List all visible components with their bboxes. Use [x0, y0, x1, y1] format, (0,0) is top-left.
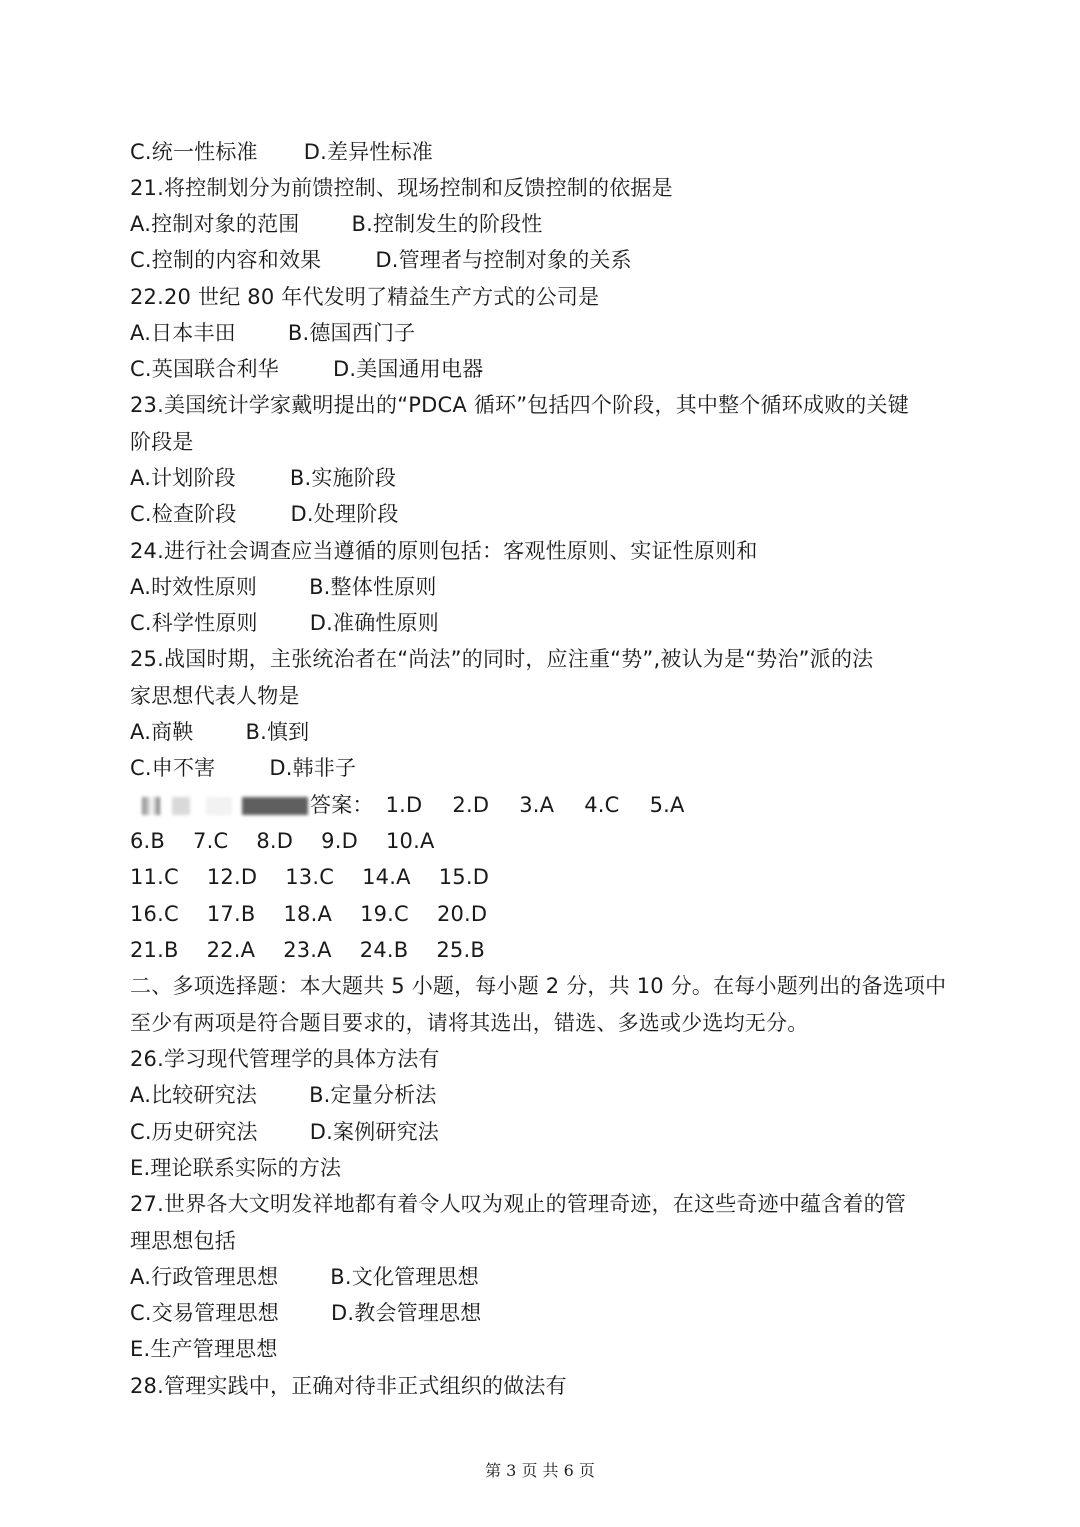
option-line [130, 1114, 439, 1150]
option-text: B.德国西门子 [287, 321, 416, 345]
option-text: E.生产管理思想 [130, 1337, 278, 1361]
section-heading [130, 1005, 808, 1041]
question-text: 23.美国统计学家戴明提出的“PDCA 循环”包括四个阶段，其中整个循环成败的关键 [130, 393, 909, 417]
option-text: B.定量分析法 [309, 1083, 437, 1107]
answer-item: 6.B [130, 829, 166, 853]
option-text: D.处理阶段 [290, 502, 399, 526]
option-text: B.慎到 [245, 720, 310, 744]
option-line [130, 1150, 341, 1186]
option-line [130, 206, 543, 242]
answer-item: 15.D [438, 865, 490, 889]
answer-row [130, 896, 487, 932]
question-line [130, 1041, 440, 1077]
option-text: A.日本丰田 [130, 321, 236, 345]
option-text: A.控制对象的范围 [130, 212, 300, 236]
answer-item: 25.B [436, 938, 485, 962]
question-line [130, 533, 758, 569]
answer-item: 3.A [519, 793, 555, 817]
option-text: C.交易管理思想 [130, 1301, 279, 1325]
option-text: A.时效性原则 [130, 575, 258, 599]
answer-item: 17.B [206, 902, 256, 926]
option-line [130, 1077, 437, 1113]
answer-item: 5.A [649, 793, 685, 817]
option-text: B.文化管理思想 [330, 1265, 479, 1289]
option-text: A.商鞅 [130, 720, 194, 744]
option-text: B.实施阶段 [289, 466, 397, 490]
question-text: 27.世界各大文明发祥地都有着令人叹为观止的管理奇迹，在这些奇迹中蕴含着的管 [130, 1192, 906, 1216]
answer-item: 2.D [452, 793, 490, 817]
question-text: 家思想代表人物是 [130, 684, 300, 708]
option-text: D.案例研究法 [309, 1120, 439, 1144]
answer-item: 9.D [321, 829, 358, 853]
option-text: C.检查阶段 [130, 502, 237, 526]
option-line [130, 1295, 481, 1331]
question-text: 25.战国时期，主张统治者在“尚法”的同时，应注重“势”,被认为是“势治”派的法 [130, 647, 874, 671]
question-line [130, 1186, 906, 1222]
question-text: 22.20 世纪 80 年代发明了精益生产方式的公司是 [130, 285, 600, 309]
question-line [130, 641, 873, 677]
page-footer: 第 3 页 共 6 页 [485, 1461, 595, 1480]
answer-item: 12.D [206, 865, 258, 889]
option-text: D.管理者与控制对象的关系 [375, 248, 632, 272]
answer-item: 19.C [360, 902, 409, 926]
answer-item: 23.A [283, 938, 332, 962]
answer-item: 18.A [283, 902, 333, 926]
question-line [130, 1223, 236, 1259]
redacted-block [206, 797, 232, 815]
answer-item: 8.D [256, 829, 294, 853]
answer-item: 21.B [130, 938, 179, 962]
question-line [130, 678, 300, 714]
question-line [130, 170, 673, 206]
answer-item: 13.C [285, 865, 335, 889]
answer-item: 20.D [436, 902, 488, 926]
question-line [130, 424, 194, 460]
answer-item: 1.D [385, 793, 423, 817]
option-text: C.控制的内容和效果 [130, 248, 322, 272]
redacted-block [172, 797, 190, 815]
section-heading-text: 至少有两项是符合题目要求的，请将其选出，错选、多选或少选均无分。 [130, 1011, 809, 1035]
option-text: D.教会管理思想 [330, 1301, 482, 1325]
answer-key-label: 答案： [310, 793, 374, 817]
option-line [130, 605, 439, 641]
section-heading-text: 二、多项选择题：本大题共 5 小题，每小题 2 分，共 10 分。在每小题列出的备选项中 [130, 974, 947, 998]
option-text: D.差异性标准 [303, 140, 433, 164]
answer-row [130, 859, 489, 895]
option-text: C.英国联合利华 [130, 357, 279, 381]
question-text: 26.学习现代管理学的具体方法有 [130, 1047, 440, 1071]
question-line [130, 1368, 567, 1404]
section-heading [130, 968, 946, 1004]
answer-row [130, 932, 485, 968]
option-text: C.科学性原则 [130, 611, 258, 635]
option-text: B.控制发生的阶段性 [351, 212, 543, 236]
question-text: 21.将控制划分为前馈控制、现场控制和反馈控制的依据是 [130, 176, 673, 200]
option-line [130, 242, 632, 278]
answer-item: 22.A [206, 938, 256, 962]
question-text: 阶段是 [130, 430, 194, 454]
answer-item: 24.B [359, 938, 409, 962]
option-text: A.计划阶段 [130, 466, 236, 490]
redacted-block [142, 797, 160, 815]
option-text: C.历史研究法 [130, 1120, 258, 1144]
option-text: C.统一性标准 [130, 140, 258, 164]
option-line [130, 750, 356, 786]
option-line [130, 134, 433, 170]
option-line [130, 460, 396, 496]
option-text: D.韩非子 [269, 756, 357, 780]
option-text: D.美国通用电器 [332, 357, 484, 381]
answer-item: 16.C [130, 902, 179, 926]
option-line [130, 1331, 278, 1367]
answer-item: 7.C [193, 829, 229, 853]
option-text: E.理论联系实际的方法 [130, 1156, 342, 1180]
option-line [130, 714, 309, 750]
option-line [130, 496, 399, 532]
option-line [130, 569, 437, 605]
option-line [130, 351, 483, 387]
answer-item: 14.A [362, 865, 411, 889]
option-text: B.整体性原则 [309, 575, 437, 599]
redacted-block [242, 797, 308, 815]
option-line [130, 1259, 479, 1295]
answer-item: 4.C [584, 793, 620, 817]
answer-key-line [130, 787, 685, 823]
question-text: 28.管理实践中，正确对待非正式组织的做法有 [130, 1374, 567, 1398]
question-line [130, 387, 909, 423]
answer-item: 10.A [385, 829, 435, 853]
option-line [130, 315, 415, 351]
option-text: A.行政管理思想 [130, 1265, 279, 1289]
option-text: A.比较研究法 [130, 1083, 258, 1107]
option-text: C.申不害 [130, 756, 216, 780]
answer-item: 11.C [130, 865, 179, 889]
question-line [130, 279, 599, 315]
question-text: 理思想包括 [130, 1229, 236, 1253]
answer-row [130, 823, 435, 859]
question-text: 24.进行社会调查应当遵循的原则包括：客观性原则、实证性原则和 [130, 539, 758, 563]
option-text: D.准确性原则 [309, 611, 439, 635]
